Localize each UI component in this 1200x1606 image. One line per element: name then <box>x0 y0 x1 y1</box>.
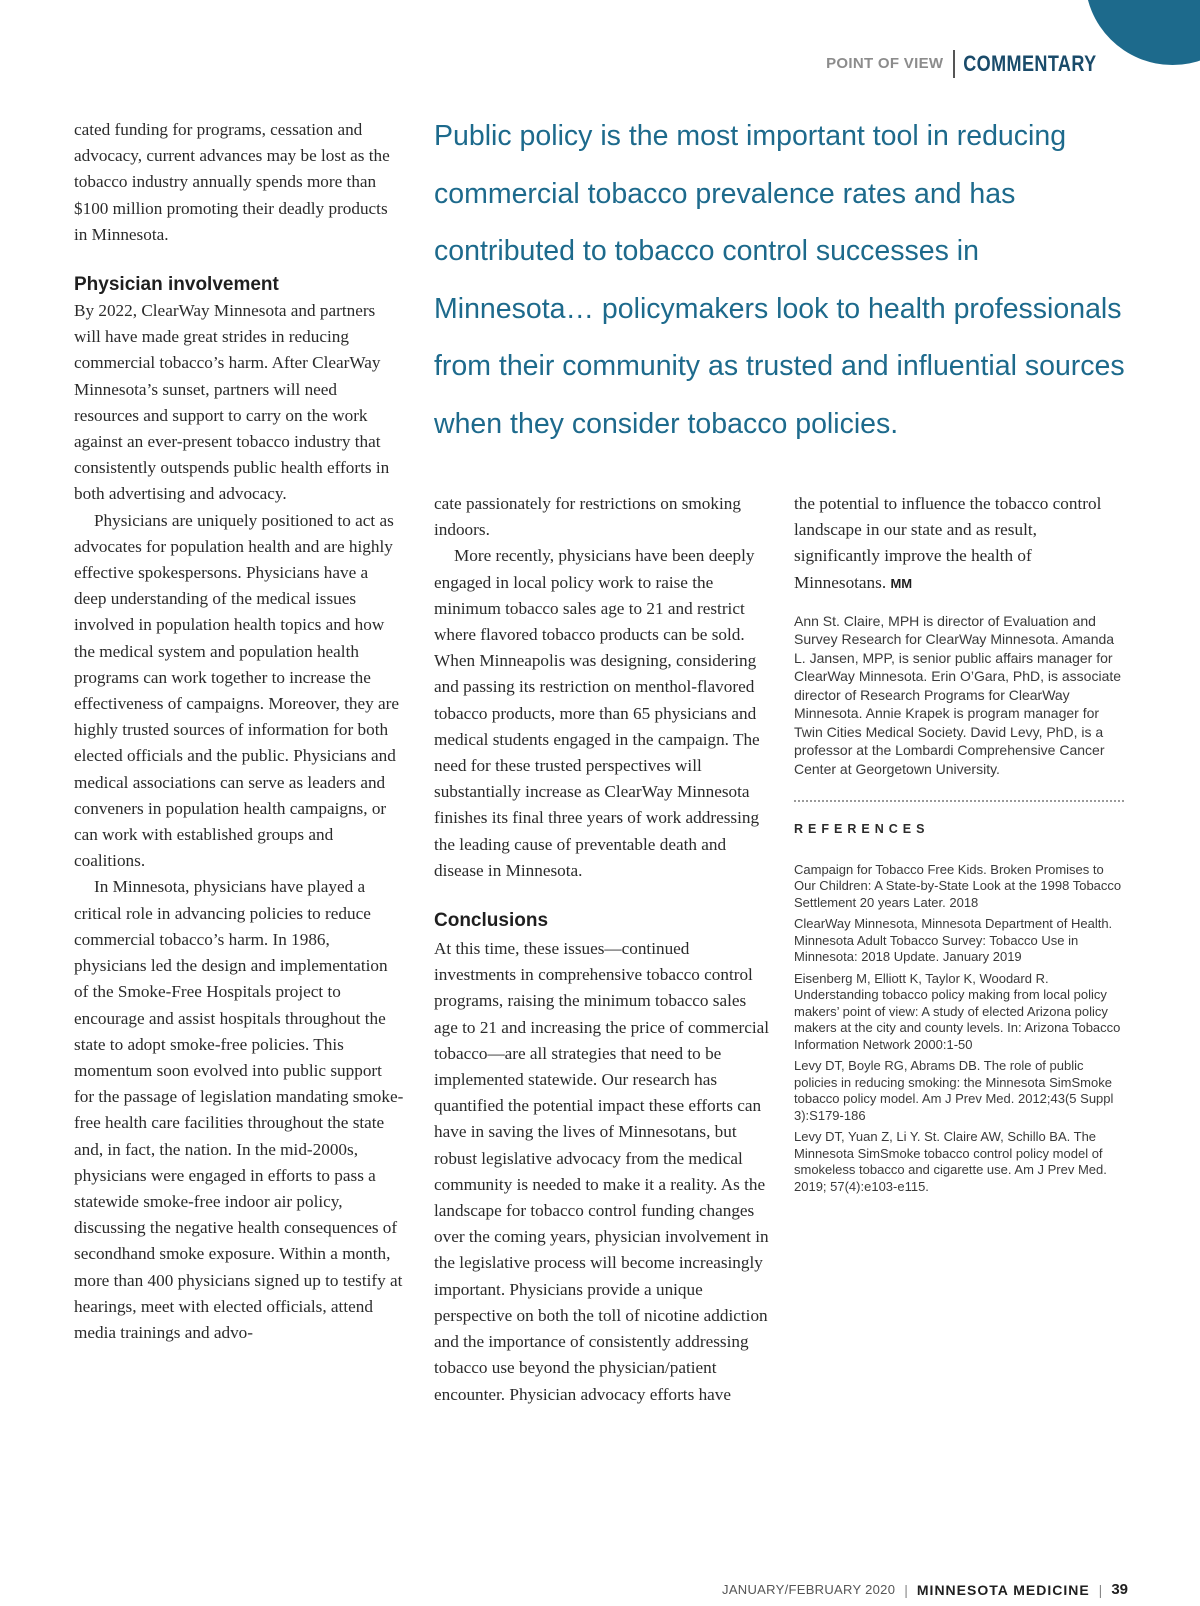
conclusion-paragraph: At this time, these issues—continued investments in comprehensive tobacco control programs, raising the minimum tobacco sales age to 21 and increasing the price of commercial tobacco—are all strategies that need to be implemented statewide. Our research has quantified the potential impact these efforts can have in saving the lives of Minnesotans, but robust legislative advocacy from the medical community is needed to make it a reality. As the landscape for tobacco control funding changes over the coming years, physician involvement in the legislative process will become increasingly important. Physicians provide a unique perspective on both the toll of nicotine addiction and the importance of consistently addressing tobacco use beyond the physician/patient encounter. Physician advocacy efforts have <box>434 939 770 1404</box>
body-paragraph: cate passionately for restrictions on smoking indoors. <box>434 494 741 540</box>
end-mark: MM <box>890 575 913 591</box>
body-paragraph: In Minnesota, physicians have played a critical role in advancing policies to reduce commercial tobacco’s harm. In 1986, physicians led the design and implementation of the Smoke-Free Hospitals project to encourage and assist hospitals throughout the state to adopt smoke-free policies. This momentum soon evolved into public support for the passage of legislation mandating smoke-free health care facilities throughout the state and, in fact, the nation. In the mid-2000s, physicians were engaged in efforts to pass a statewide smoke-free indoor air policy, discussing the negative health consequences of secondhand smoke exposure. Within a month, more than 400 physicians signed up to testify at hearings, meet with elected officials, attend media trainings and advo- <box>74 877 404 1342</box>
pull-quote: Public policy is the most important tool in reducing commercial tobacco prevalence rates and has contributed to tobacco control successes in Minnesota… policymakers look to health professionals from their community as trusted and influential sources when they consider tobacco policies. <box>434 120 1125 440</box>
reference-item: Campaign for Tobacco Free Kids. Broken Promises to Our Children: A State-by-State Look at the 1998 Tobacco Settlement 20 years Later. 2018 <box>794 861 1122 910</box>
closing-paragraph <box>794 491 1124 597</box>
references-heading: REFERENCES <box>794 822 930 837</box>
closing-text: the potential to influence the tobacco control landscape in our state and as result, significantly improve the health of Minnesotans. <box>794 494 1102 592</box>
right-column <box>794 491 1124 1200</box>
footer-separator: | <box>904 1581 908 1598</box>
section-title: COMMENTARY <box>963 51 1097 76</box>
references-list <box>794 862 1124 1196</box>
body-paragraph: More recently, physicians have been deeply engaged in local policy work to raise the minimum tobacco sales age to 21 and restrict where flavored tobacco products can be sold. When Minneapolis was designing, considering and passing its restriction on menthol-flavored tobacco products, more than 65 physicians and medical students engaged in the campaign. The need for these trusted perspectives will substantially increase as ClearWay Minnesota finishes its final three years of work addressing the leading cause of preventable death and disease in Minnesota. <box>434 546 760 880</box>
issue-date: JANUARY/FEBRUARY 2020 <box>722 1582 896 1597</box>
reference-item: Levy DT, Yuan Z, Li Y. St. Claire AW, Schillo BA. The Minnesota SimSmoke tobacco control policy model of smokeless tobacco and cigarette use. Am J Prev Med. 2019; 57(4):e103-e115. <box>794 1129 1107 1194</box>
dotted-divider <box>794 800 1124 802</box>
physician-involvement-heading: Physician involvement <box>74 274 279 296</box>
reference-item: Levy DT, Boyle RG, Abrams DB. The role of public policies in reducing smoking: the Minnesota SimSmoke tobacco policy model. Am J Prev Med. 2012;43(5 Suppl 3):S179-186 <box>794 1058 1114 1123</box>
reference-item: Eisenberg M, Elliott K, Taylor K, Woodard R. Understanding tobacco policy making from local policy makers’ point of view: A study of elected Arizona policy makers at the city and county levels. In: Arizona Tobacco Information Network 2000:1-50 <box>794 970 1121 1052</box>
journal-name: MINNESOTA MEDICINE <box>916 1581 1090 1598</box>
body-paragraph: Physicians are uniquely positioned to act as advocates for population health and are highly effective spokespersons. Physicians have a deep understanding of the medical issues involved in population health topics and how the medical system and population health programs can work together to increase the effectiveness of campaigns. Moreover, they are highly trusted sources of information for both elected officials and the public. Physicians and medical associations can serve as leaders and conveners in population health campaigns, or can work with established groups and coalitions. <box>74 510 399 871</box>
conclusions-heading: Conclusions <box>434 910 549 932</box>
page-number: 39 <box>1111 1581 1128 1598</box>
page-header <box>826 50 1128 78</box>
body-paragraph: By 2022, ClearWay Minnesota and partners will have made great strides in reducing commercial tobacco’s harm. After ClearWay Minnesota’s sunset, partners will need resources and support to carry on the work against an ever-present tobacco industry that consistently outspends public health efforts in both advertising and advocacy. <box>74 301 390 504</box>
page-footer <box>722 1581 1128 1598</box>
section-kicker: POINT OF VIEW <box>826 50 955 78</box>
intro-paragraph: cated funding for programs, cessation and advocacy, current advances may be lost as the tobacco industry annually spends more than $100 million promoting their deadly products in Minnesota. <box>74 120 390 244</box>
middle-column <box>434 491 772 1408</box>
left-column <box>74 117 404 1346</box>
author-bio: Ann St. Claire, MPH is director of Evaluation and Survey Research for ClearWay Minnesota. Amanda L. Jansen, MPP, is senior public affairs manager for ClearWay Minnesota. Erin O’Gara, PhD, is associate director of Research Programs for ClearWay Minnesota. Annie Krapek is program manager for Twin Cities Medical Society. David Levy, PhD, is a professor at the Lombardi Comprehensive Cancer Center at Georgetown University. <box>794 612 1122 777</box>
reference-item: ClearWay Minnesota, Minnesota Department of Health. Minnesota Adult Tobacco Survey: Tobacco Use in Minnesota: 2018 Update. January 2019 <box>794 916 1113 965</box>
footer-separator: | <box>1098 1581 1103 1598</box>
